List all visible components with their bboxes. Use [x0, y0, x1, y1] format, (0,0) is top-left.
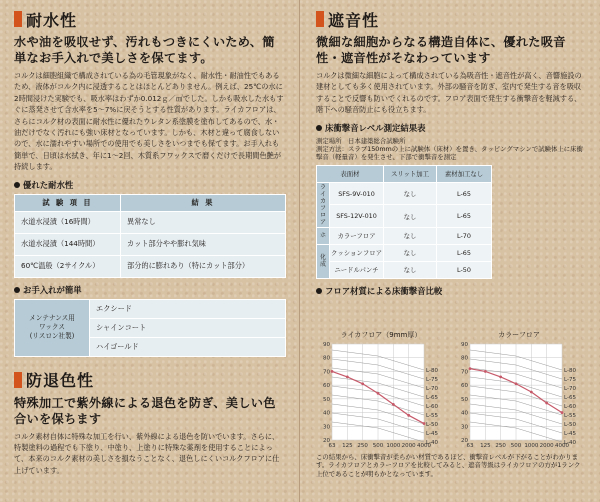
x-tick-label: 2000: [539, 443, 554, 449]
reference-label: L-80: [426, 368, 438, 374]
care-title: お手入れが簡単: [23, 284, 82, 295]
column-divider: [299, 0, 300, 502]
section-marker-icon: [14, 372, 22, 388]
sound-table-cell: なし: [384, 227, 437, 244]
table-row: [15, 211, 286, 233]
chart-laika-svg: [316, 340, 446, 450]
x-tick-label: 125: [342, 443, 353, 449]
x-tick-label: 4000: [417, 443, 431, 449]
sound-table-cell: L-50: [437, 261, 492, 278]
x-tick-label: 1000: [524, 443, 539, 449]
sound-condition: 測定方法：スラブ150mmの上に試験体（床材）を置き、タッピングマシンで試験体上に床衝撃音（軽量音）を発生させ、下部で衝撃音を測定: [316, 145, 583, 162]
water-section-heading: [14, 6, 298, 32]
table-row: [317, 182, 492, 205]
y-tick-label: 80: [461, 355, 468, 362]
care-label-line: (リスロン社製): [29, 332, 75, 341]
sound-title: 遮音性: [328, 10, 380, 30]
x-tick-label: 2000: [401, 443, 416, 449]
sound-table-cell: L-70: [437, 227, 492, 244]
bullet-icon: [316, 125, 322, 131]
y-tick-label: 40: [323, 410, 330, 417]
sound-lead: 微細な細胞からなる構造自体に、優れた吸音性・遮音性がそなわっています: [316, 35, 566, 65]
reference-label: L-60: [426, 404, 438, 410]
water-title: 耐水性: [26, 10, 78, 30]
sound-table-cell: SFS-12V-010: [330, 205, 384, 228]
data-point: [515, 382, 518, 385]
sound-table-header: 素材加工なし: [437, 165, 492, 182]
water-lead: 水や油を吸収せず、汚れもつきにくいため、簡単なお手入れで美しさを保てます。: [14, 35, 275, 65]
fade-lead: 特殊加工で紫外線による退色を防ぎ、美しい色合いを保ちます: [14, 395, 276, 426]
table-row: [15, 299, 286, 318]
reference-label: L-65: [564, 395, 576, 401]
y-tick-label: 50: [323, 396, 330, 403]
sound-note: この結果から、床衝撃音が柔らかい材質であるほど、衝撃音レベルが下がることがわかります。ライカフロアとカラーフロアを比較してみると、遮音等級はライカフロアの方が1ランク上位であることが明らかとなっています。: [316, 453, 581, 478]
section-marker-icon: [14, 11, 22, 27]
data-point: [377, 392, 380, 395]
reference-label: L-40: [426, 440, 438, 446]
care-label-line: ワックス: [39, 323, 65, 332]
y-tick-label: 70: [323, 369, 330, 376]
bullet-icon: [14, 287, 20, 293]
sound-section-heading: [316, 6, 600, 32]
x-tick-label: 1000: [386, 443, 401, 449]
data-point: [469, 367, 472, 370]
table-row: [15, 255, 286, 277]
sound-table-cell: SFS-9V-010: [330, 182, 384, 205]
y-tick-label: 90: [461, 342, 468, 348]
water-table-cell: 水道水浸漬（16時間）: [15, 211, 121, 233]
sound-result-table: [316, 165, 492, 279]
y-tick-label: 20: [461, 438, 468, 444]
reference-label: L-75: [564, 377, 576, 383]
reference-label: L-70: [426, 386, 438, 392]
y-tick-label: 80: [323, 355, 330, 362]
chart-title: ライカフロア（9mm厚）: [340, 331, 422, 339]
care-label-line: メンテナンス用: [29, 314, 75, 323]
water-table-cell: 異常なし: [121, 211, 286, 233]
chart-section-title: フロア材質による床衝撃音比較: [325, 285, 443, 296]
care-item: シャインコート: [90, 318, 286, 337]
x-tick-label: 500: [372, 443, 384, 449]
reference-label: L-40: [564, 440, 576, 446]
sound-group-label: ホ: [317, 227, 330, 244]
sound-table-cell: なし: [384, 182, 437, 205]
care-item: ハイゴールド: [90, 337, 286, 356]
x-tick-label: 63: [466, 443, 474, 449]
water-table-header: 結 果: [121, 194, 286, 211]
sound-table-header: 表面材: [317, 165, 384, 182]
data-point: [530, 391, 533, 394]
right-column: [302, 0, 600, 478]
reference-label: L-45: [426, 431, 438, 437]
reference-label: L-45: [564, 431, 576, 437]
y-tick-label: 50: [461, 396, 468, 403]
fade-body: コルク素材自体に特殊な加工を行い、紫外線による退色を防いでいます。さらに、特製塗料の過程でも下塗り、中塗り、上塗りに特殊な薬剤を使用することによって、本来のコルク素材の美しさを損なうことなく、退色しにくいコルクフロアに仕上げています。: [14, 431, 280, 475]
water-table-cell: 60℃温般（2サイクル）: [15, 255, 121, 277]
water-table-title: 優れた耐水性: [23, 179, 74, 190]
reference-label: L-55: [564, 413, 576, 419]
left-column: [0, 0, 298, 476]
y-tick-label: 70: [461, 369, 468, 376]
chart-title: カラーフロア: [498, 331, 540, 339]
reference-label: L-50: [564, 422, 576, 428]
water-table-heading: [14, 179, 284, 191]
sound-table-cell: なし: [384, 205, 437, 228]
water-table-header: 試 験 項 目: [15, 194, 121, 211]
chart-color-svg: [454, 340, 584, 450]
sound-table-cell: なし: [384, 261, 437, 278]
fade-title: 防退色性: [26, 371, 95, 391]
data-point: [331, 370, 334, 373]
water-test-table: [14, 194, 286, 278]
water-table-cell: 水道水浸漬（144時間）: [15, 233, 121, 255]
sound-table-cell: ニードルパンチ: [330, 261, 384, 278]
water-table-cell: 部分的に膨れあり（特にカット部分）: [121, 255, 286, 277]
sound-table-cell: カラーフロア: [330, 227, 384, 244]
data-point: [423, 422, 426, 425]
sound-table-cell: なし: [384, 244, 437, 261]
sound-group-label: 化成: [317, 244, 330, 278]
water-body: コルクは細胞組織で構成されている為の毛管現象がなく、耐水性・耐油性でもあるため、液体がコルク内に浸透することはほとんどありません。例えば、25℃の水に2時間浸けた実験でも、吸水率はわずか0.012ｇ／㎠でした。しかも吸水した水もすぐに蒸発させて含水率を5〜7%に戻そうとする性質があります。ライカフロアは、さらにコルク材の表面に耐水性に優れたウレタン系塗膜を塗布してあるので、水・油だけでなく汚れにも強い床材となっています。しかも、木材と違って腐食しないので、水に濡れやすい場所での使用でも美しさをいつまでも保てます。お手入れも簡単で、日頃は水拭き、年に1〜2回、木質系フワックスで磨くだけで長期間色艶が持続します。: [14, 71, 284, 172]
y-tick-label: 30: [323, 424, 330, 431]
bullet-icon: [14, 182, 20, 188]
reference-label: L-60: [564, 404, 576, 410]
reference-label: L-50: [426, 422, 438, 428]
table-row: [317, 244, 492, 261]
water-table-cell: カット部分やや膨れ気味: [121, 233, 286, 255]
reference-label: L-75: [426, 377, 438, 383]
care-heading: [14, 284, 284, 296]
data-point: [392, 403, 395, 406]
sound-result-heading: [316, 122, 586, 134]
data-point: [346, 376, 349, 379]
sound-group-label: ライカフロア: [317, 182, 330, 227]
x-tick-label: 4000: [555, 443, 569, 449]
reference-label: L-70: [564, 386, 576, 392]
reference-label: L-65: [426, 395, 438, 401]
y-tick-label: 20: [323, 438, 330, 444]
y-tick-label: 60: [323, 383, 330, 390]
chart-section-heading: [316, 285, 586, 297]
sound-table-cell: L-65: [437, 182, 492, 205]
table-row: [317, 227, 492, 244]
sound-table-cell: クッションフロア: [330, 244, 384, 261]
y-tick-label: 90: [323, 342, 330, 348]
reference-label: L-80: [564, 368, 576, 374]
fade-section-heading: [14, 367, 298, 393]
x-tick-label: 125: [480, 443, 491, 449]
data-point: [499, 376, 502, 379]
care-table: [14, 299, 286, 357]
y-tick-label: 30: [461, 424, 468, 431]
y-tick-label: 40: [461, 410, 468, 417]
x-tick-label: 500: [510, 443, 522, 449]
section-marker-icon: [316, 11, 324, 27]
care-label: [15, 299, 90, 356]
care-item: エクシード: [90, 299, 286, 318]
sound-table-cell: L-65: [437, 205, 492, 228]
bullet-icon: [316, 288, 322, 294]
data-point: [545, 402, 548, 405]
chart-laika: [316, 330, 446, 454]
sound-table-header: スリット加工: [384, 165, 437, 182]
table-row: [15, 233, 286, 255]
x-tick-label: 250: [357, 443, 368, 449]
y-tick-label: 60: [461, 383, 468, 390]
reference-label: L-55: [426, 413, 438, 419]
table-row: [317, 205, 492, 228]
data-point: [484, 370, 487, 373]
x-tick-label: 63: [328, 443, 336, 449]
chart-color: [454, 330, 584, 454]
table-row: [317, 261, 492, 278]
sound-condition: 測定場所 日本建築総合試験所: [316, 136, 406, 145]
sound-table-cell: L-65: [437, 244, 492, 261]
data-point: [361, 382, 364, 385]
data-point: [561, 411, 564, 414]
x-tick-label: 250: [495, 443, 506, 449]
sound-body: コルクは微細な細胞によって構成されている為吸音性・遮音性が高く、音響施設の建材としても多く使用されています。外部の騒音を防ぎ、室内で発生する音を吸収することで反響も防いでくれるのです。フロア表面で発生する衝撃音を軽減する、階下への騒音防止にも役立ちます。: [316, 71, 582, 115]
sound-result-title: 床衝撃音レベル測定結果表: [325, 122, 426, 133]
data-point: [407, 414, 410, 417]
